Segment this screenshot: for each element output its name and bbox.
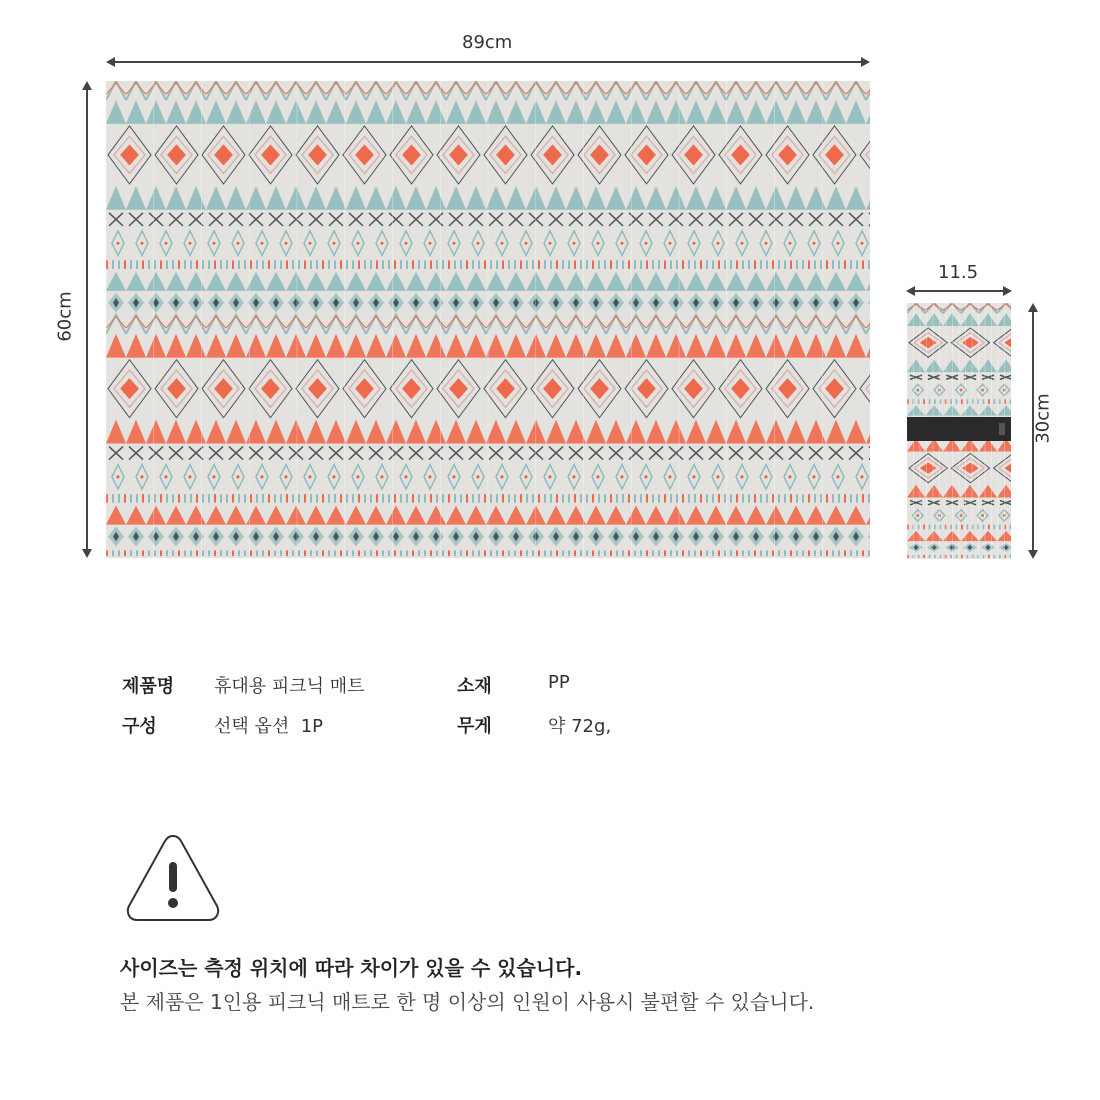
height-label-large: 60cm: [54, 291, 76, 342]
width-arrow-folded: [908, 290, 1010, 292]
width-arrow-large: [108, 61, 868, 63]
warning-icon: [122, 830, 224, 926]
picnic-mat-unfolded: [106, 81, 870, 558]
height-arrow-large: [86, 83, 88, 556]
picnic-mat-folded: [907, 303, 1011, 559]
strap-band: [907, 417, 1011, 441]
spec-value-composition: 선택 옵션 1P: [214, 716, 324, 737]
spec-key-name: 제품명: [122, 676, 175, 697]
notice-single-user: 본 제품은 1인용 피크닉 매트로 한 명 이상의 인원이 사용시 불편할 수 있습니다.: [120, 990, 815, 1014]
width-label-folded: 11.5: [938, 262, 979, 283]
spec-value-name: 휴대용 피크닉 매트: [214, 676, 365, 697]
strap-buckle: [999, 423, 1005, 435]
spec-value-material: PP: [548, 672, 570, 693]
spec-key-composition: 구성: [122, 716, 157, 737]
width-label-large: 89cm: [462, 32, 513, 53]
spec-key-weight: 무게: [457, 716, 492, 737]
notice-size-variance: 사이즈는 측정 위치에 따라 차이가 있을 수 있습니다.: [120, 956, 583, 980]
height-label-folded: 30cm: [1032, 393, 1054, 444]
spec-value-weight: 약 72g,: [548, 716, 612, 737]
spec-key-material: 소재: [457, 676, 492, 697]
